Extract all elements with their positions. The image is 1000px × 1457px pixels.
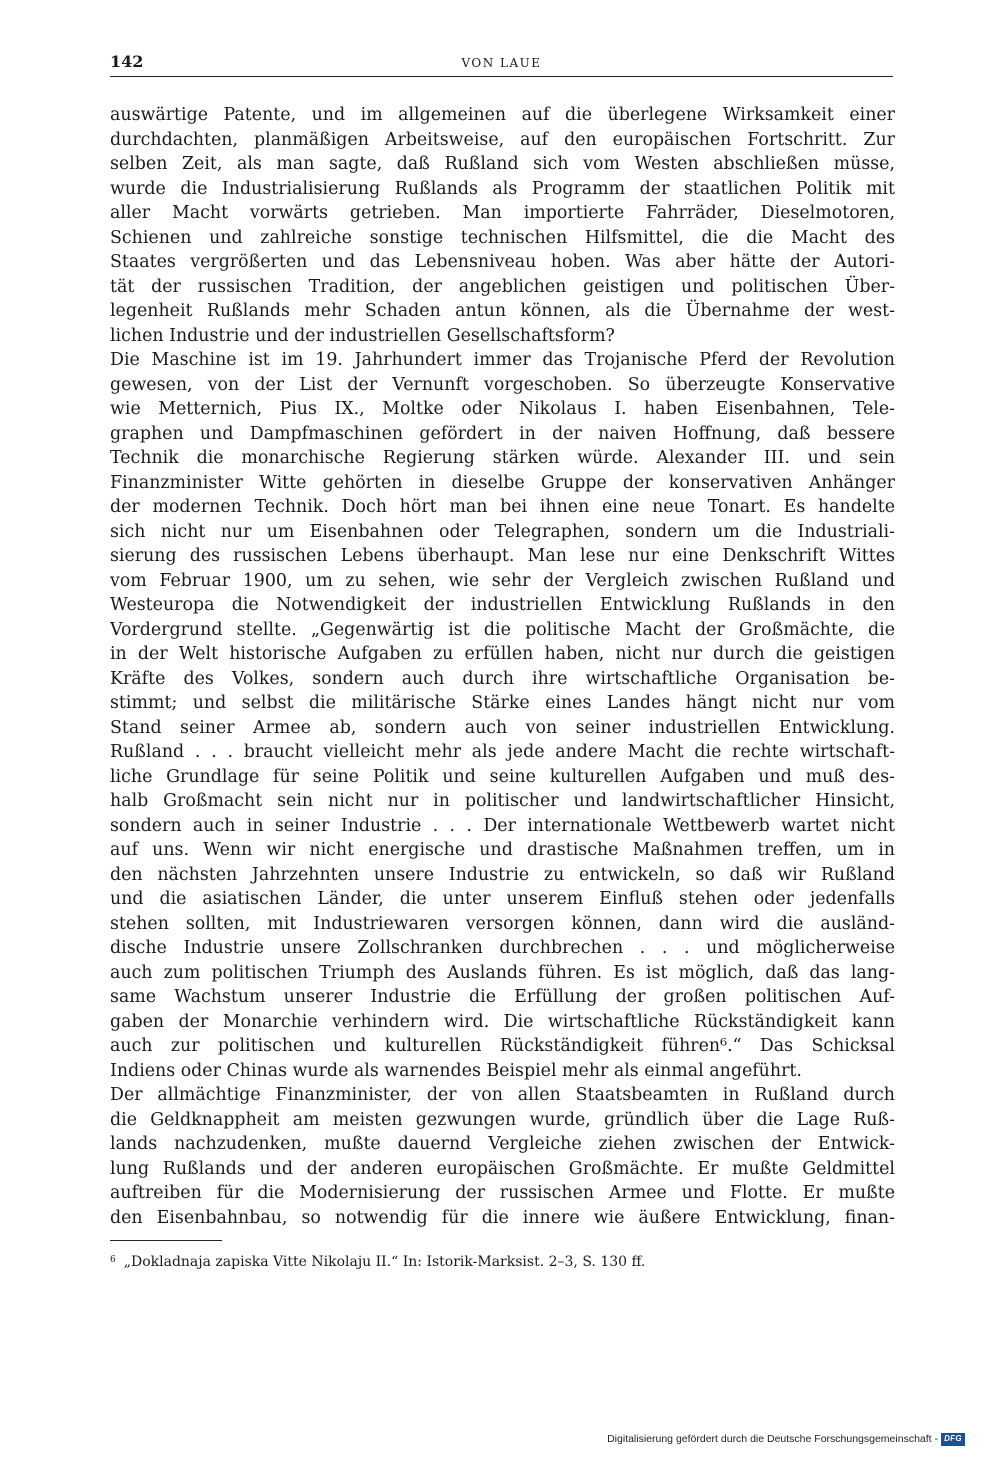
body-text xyxy=(110,103,895,1230)
text-line: den Eisenbahnbau, so notwendig für die innere wie äußere Entwicklung, finan- xyxy=(110,1207,895,1228)
page-number: 142 xyxy=(110,52,144,71)
text-line: tät der russischen Tradition, der angeblichen geistigen und politischen Über- xyxy=(110,276,895,297)
text-line: selben Zeit, als man sagte, daß Rußland sich vom Westen abschließen müsse, xyxy=(110,154,895,174)
footnote-text: „Dokladnaja zapiska Vitte Nikolaju II.“ In: Istorik-Marksist. 2–3, S. 130 ff. xyxy=(123,1254,646,1270)
text-line: in der Welt historische Aufgaben zu erfüllen haben, nicht nur durch die geistigen xyxy=(110,644,895,664)
footnote xyxy=(110,1249,895,1273)
text-line: auf uns. Wenn wir nicht energische und drastische Maßnahmen treffen, um in xyxy=(110,840,895,860)
text-line: auch zur politischen und kulturellen Rückständigkeit führen⁶.“ Das Schicksal xyxy=(110,1036,895,1056)
text-line: gewesen, von der List der Vernunft vorgeschoben. So überzeugte Konservative xyxy=(110,374,895,395)
text-line: sierung des russischen Lebens überhaupt. Man lese nur eine Denkschrift Wittes xyxy=(110,546,895,566)
text-line: gaben der Monarchie verhindern wird. Die wirtschaftliche Rückständigkeit kann xyxy=(110,1011,895,1032)
text-line: den nächsten Jahrzehnten unsere Industrie zu entwickeln, so daß wir Rußland xyxy=(110,864,895,885)
text-line: auch zum politischen Triumph des Auslands führen. Es ist möglich, daß das lang- xyxy=(110,962,895,983)
text-line: Stand seiner Armee ab, sondern auch von seiner industriellen Entwicklung. xyxy=(110,717,895,738)
text-line: lichen Industrie und der industriellen Gesellschaftsform? xyxy=(110,325,615,346)
text-line: sondern auch in seiner Industrie . . . Der internationale Wettbewerb wartet nicht xyxy=(110,815,895,836)
text-line: Der allmächtige Finanzminister, der von allen Staatsbeamten in Rußland durch xyxy=(110,1085,895,1105)
text-line: Technik die monarchische Regierung stärken würde. Alexander III. und sein xyxy=(110,448,895,468)
text-line: dische Industrie unsere Zollschranken durchbrechen . . . und möglicherweise xyxy=(110,938,895,958)
text-line: lung Rußlands und der anderen europäischen Großmächte. Er mußte Geldmittel xyxy=(110,1158,895,1179)
text-line: graphen und Dampfmaschinen gefördert in der naiven Hoffnung, daß bessere xyxy=(110,423,895,444)
text-line: die Geldknappheit am meisten gezwungen wurde, gründlich über die Lage Ruß- xyxy=(110,1109,895,1130)
text-line: stimmt; und selbst die militärische Stärke eines Landes hängt nicht nur vom xyxy=(110,693,895,713)
page-header xyxy=(110,52,893,77)
digitization-credit xyxy=(607,1429,965,1449)
text-line: Vordergrund stellte. „Gegenwärtig ist die politische Macht der Großmächte, die xyxy=(110,619,895,640)
text-line: Kräfte des Volkes, sondern auch durch ihre wirtschaftliche Organisation be- xyxy=(110,668,895,689)
dfg-logo-icon: DFG xyxy=(941,1433,965,1446)
text-line: liche Grundlage für seine Politik und seine kulturellen Aufgaben und muß des- xyxy=(110,766,895,787)
text-line: Indiens oder Chinas wurde als warnendes Beispiel mehr als einmal angeführt. xyxy=(110,1060,802,1081)
running-head: VON LAUE xyxy=(461,56,542,70)
text-line: Staates vergrößerten und das Lebensniveau hoben. Was aber hätte der Autori- xyxy=(110,252,895,272)
credit-text: Digitalisierung gefördert durch die Deutsche Forschungsgemeinschaft - xyxy=(607,1433,938,1445)
text-line: auftreiben für die Modernisierung der russischen Armee und Flotte. Er mußte xyxy=(110,1183,895,1203)
text-line: legenheit Rußlands mehr Schaden antun können, als die Übernahme der west- xyxy=(110,301,895,321)
text-line: vom Februar 1900, um zu sehen, wie sehr der Vergleich zwischen Rußland und xyxy=(110,570,895,591)
text-line: wie Metternich, Pius IX., Moltke oder Nikolaus I. haben Eisenbahnen, Tele- xyxy=(110,399,895,419)
text-line: aller Macht vorwärts getrieben. Man importierte Fahrräder, Dieselmotoren, xyxy=(110,203,895,223)
text-line: wurde die Industrialisierung Rußlands als Programm der staatlichen Politik mit xyxy=(110,178,895,199)
text-line: stehen sollten, mit Industriewaren versorgen können, dann wird die ausländ- xyxy=(110,913,895,934)
text-line: lands nachzudenken, mußte dauernd Vergleiche ziehen zwischen der Entwick- xyxy=(110,1134,895,1154)
text-line: Westeuropa die Notwendigkeit der industriellen Entwicklung Rußlands in den xyxy=(110,595,895,615)
footnote-divider xyxy=(110,1240,222,1241)
text-line: und die asiatischen Länder, die unter unserem Einfluß stehen oder jedenfalls xyxy=(110,889,895,909)
text-line: Die Maschine ist im 19. Jahrhundert immer das Trojanische Pferd der Revolution xyxy=(110,350,895,370)
text-line: Rußland . . . braucht vielleicht mehr als jede andere Macht die rechte wirtschaft- xyxy=(110,742,895,762)
text-line: Finanzminister Witte gehörten in dieselbe Gruppe der konservativen Anhänger xyxy=(110,472,895,493)
text-line: sich nicht nur um Eisenbahnen oder Telegraphen, sondern um die Industriali- xyxy=(110,521,895,542)
text-line: Schienen und zahlreiche sonstige technischen Hilfsmittel, die die Macht des xyxy=(110,227,895,248)
text-line: auswärtige Patente, und im allgemeinen auf die überlegene Wirksamkeit einer xyxy=(110,105,895,125)
footnote-marker: 6 xyxy=(110,1255,116,1265)
text-line: halb Großmacht sein nicht nur in politischer und landwirtschaftlicher Hinsicht, xyxy=(110,791,895,811)
text-line: der modernen Technik. Doch hört man bei ihnen eine neue Tonart. Es handelte xyxy=(110,497,895,517)
text-line: durchdachten, planmäßigen Arbeitsweise, auf den europäischen Fortschritt. Zur xyxy=(110,129,895,150)
text-line: same Wachstum unserer Industrie die Erfüllung der großen politischen Auf- xyxy=(110,987,895,1007)
